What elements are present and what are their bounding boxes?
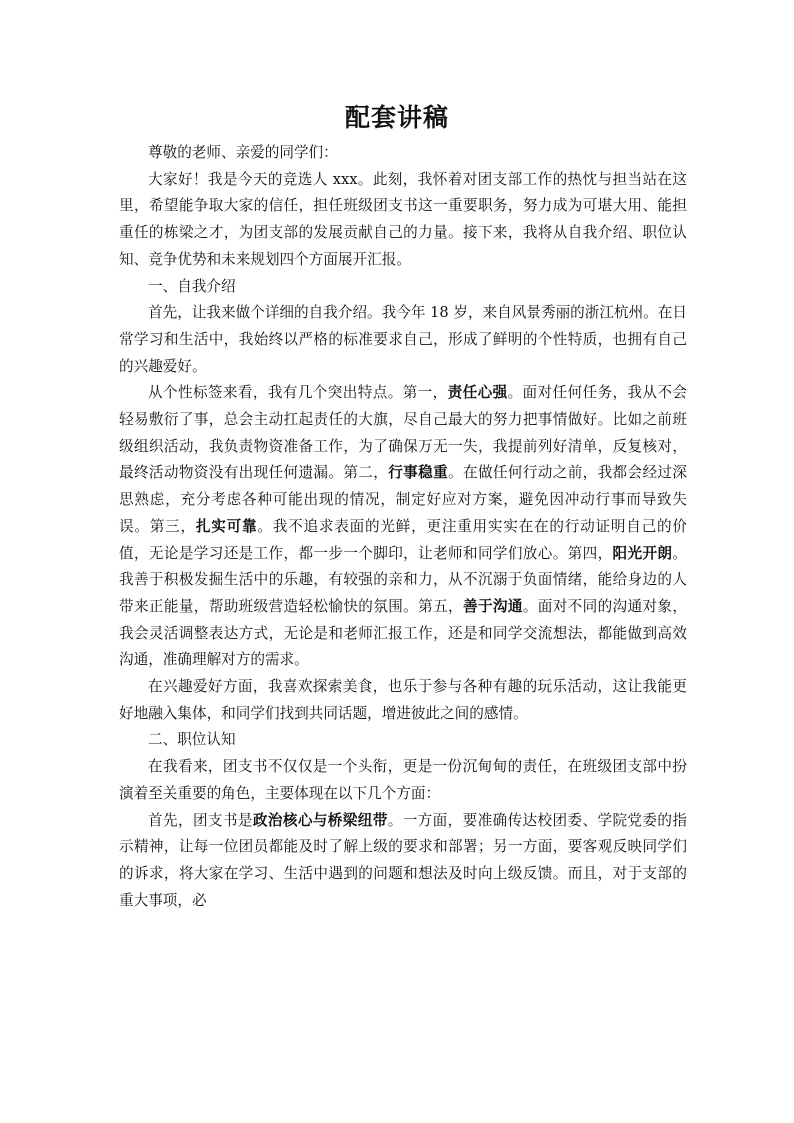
- personality-text-3: 。在做任何行动之前，我都会经过深思熟虑，充分考虑各种可能出现的情况，制定好应对方案，避免因冲动行事而导致失误。第三，: [119, 464, 687, 535]
- personality-text-5: 。我善于积极发掘生活中的乐趣，有较强的亲和力，从不沉溺于负面情绪，能给身边的人带来正能量，帮助班级营造轻松愉快的氛围。第五，: [119, 544, 687, 615]
- role-core-text-2: 。一方面，要准确传达校团委、学院党委的指示精神，让每一位团员都能及时了解上级的要求和部署；另一方面，要客观反映同学们的诉求，将大家在学习、生活中遇到的问题和想法及时向上级反馈。而且，对于支部的重大事项，必: [119, 811, 687, 909]
- personality-text-1: 从个性标签来看，我有几个突出特点。第一，: [148, 384, 448, 402]
- role-cognition-paragraph: 在我看来，团支书不仅仅是一个头衔，更是一份沉甸甸的责任，在班级团支部中扮演着至关重要的角色，主要体现在以下几个方面：: [119, 758, 687, 802]
- personality-paragraph: [119, 380, 687, 674]
- hobbies-paragraph: 在兴趣爱好方面，我喜欢探索美食，也乐于参与各种有趣的玩乐活动，这让我能更好地融入集体，和同学们找到共同话题，增进彼此之间的感情。: [119, 678, 687, 722]
- role-core-text-1: 首先，团支书是: [148, 811, 253, 829]
- trait-responsibility: 责任心强: [447, 384, 508, 402]
- intro-paragraph: 大家好！我是今天的竞选人 xxx。此刻，我怀着对团支部工作的热忱与担当站在这里，希望能争取大家的信任，担任班级团支书这一重要职务，努力成为可堪大用、能担重任的栋梁之才，为团支部的发展贡献自己的力量。接下来，我将从自我介绍、职位认知、竞争优势和未来规划四个方面展开汇报。: [119, 170, 687, 268]
- role-core-highlight: 政治核心与桥梁纽带: [252, 811, 388, 829]
- section-heading-role-cognition: 二、职位认知: [148, 731, 236, 749]
- greeting-paragraph: 尊敬的老师、亲爱的同学们：: [148, 144, 338, 161]
- self-intro-paragraph: 首先，让我来做个详细的自我介绍。我今年 18 岁，来自风景秀丽的浙江杭州。在日常学习和生活中，我始终以严格的标准要求自己，形成了鲜明的个性特质，也拥有自己的兴趣爱好。: [119, 304, 687, 375]
- document-title: 配套讲稿: [344, 103, 449, 132]
- trait-communication: 善于沟通: [462, 597, 523, 615]
- personality-text-2: 。面对任何任务，我从不会轻易敷衍了事，总会主动扛起责任的大旗，尽自己最大的努力把事情做好。比如之前班级组织活动，我负责物资准备工作，为了确保万无一失，我提前列好清单，反复核对，最终活动物资没有出现任何遗漏。第二，: [119, 384, 687, 482]
- personality-text-4: 。我不追求表面的光鲜，更注重用实实在在的行动证明自己的价值，无论是学习还是工作，都一步一个脚印，让老师和同学们放心。第四，: [119, 517, 687, 562]
- personality-text-6: 。面对不同的沟通对象，我会灵活调整表达方式，无论是和老师汇报工作，还是和同学交流想法，都能做到高效沟通，准确理解对方的需求。: [119, 597, 687, 669]
- trait-cheerful: 阳光开朗: [612, 544, 673, 562]
- trait-steady: 行事稳重: [388, 464, 449, 482]
- section-heading-self-intro: 一、自我介绍: [148, 277, 236, 295]
- trait-reliable: 扎实可靠: [195, 517, 258, 535]
- document-body: [119, 140, 687, 914]
- role-core-paragraph: [119, 808, 687, 915]
